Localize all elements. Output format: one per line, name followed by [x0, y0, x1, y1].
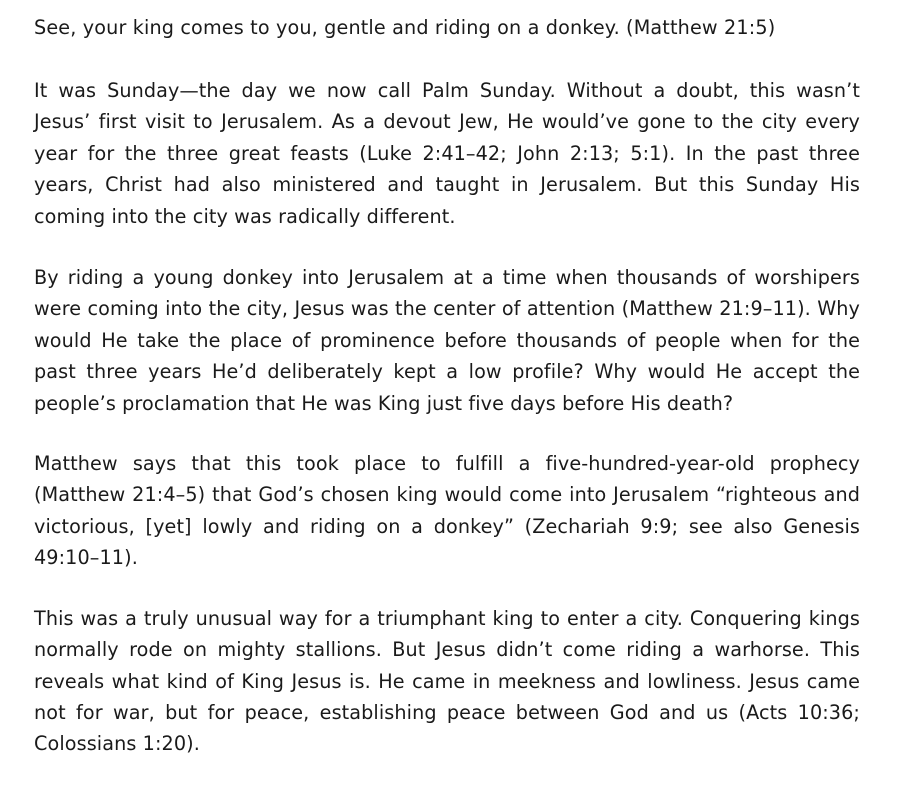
- scripture-verse: See, your king comes to you, gentle and riding on a donkey. (Matthew 21:5): [34, 16, 776, 39]
- devotional-text: [34, 12, 860, 760]
- paragraph-palm-sunday: It was Sunday—the day we now call Palm Sunday. Without a doubt, this wasn’t Jesus’ first visit to Jerusalem. As a devout Jew, He would’ve gone to the city every year for the three great feasts (Luke 2:41–42; John 2:13; 5:1). In the past three years, Christ had also ministered and taught in Jerusalem. But this Sunday His coming into the city was radically different.: [34, 79, 860, 228]
- paragraph-center-of-attention: By riding a young donkey into Jerusalem at a time when thousands of worshipers were coming into the city, Jesus was the center of attention (Matthew 21:9–11). Why would He take the place of prominence before thousands of people when for the past three years He’d deliberately kept a low profile? Why would He accept the people’s proclamation that He was King just five days before His death?: [34, 266, 860, 415]
- paragraph-kind-of-king: This was a truly unusual way for a triumphant king to enter a city. Conquering kings normally rode on mighty stallions. But Jesus didn’t come riding a warhorse. This reveals what kind of King Jesus is. He came in meekness and lowliness. Jesus came not for war, but for peace, establishing peace between God and us (Acts 10:36; Colossians 1:20).: [34, 606, 860, 756]
- paragraph-prophecy: Matthew says that this took place to fulfill a five-hundred-year-old prophecy (Matthew 21:4–5) that God’s chosen king would come into Jerusalem “righteous and victorious, [yet] lowly and riding on a donkey” (Zechariah 9:9; see also Genesis 49:10–11).: [34, 452, 860, 570]
